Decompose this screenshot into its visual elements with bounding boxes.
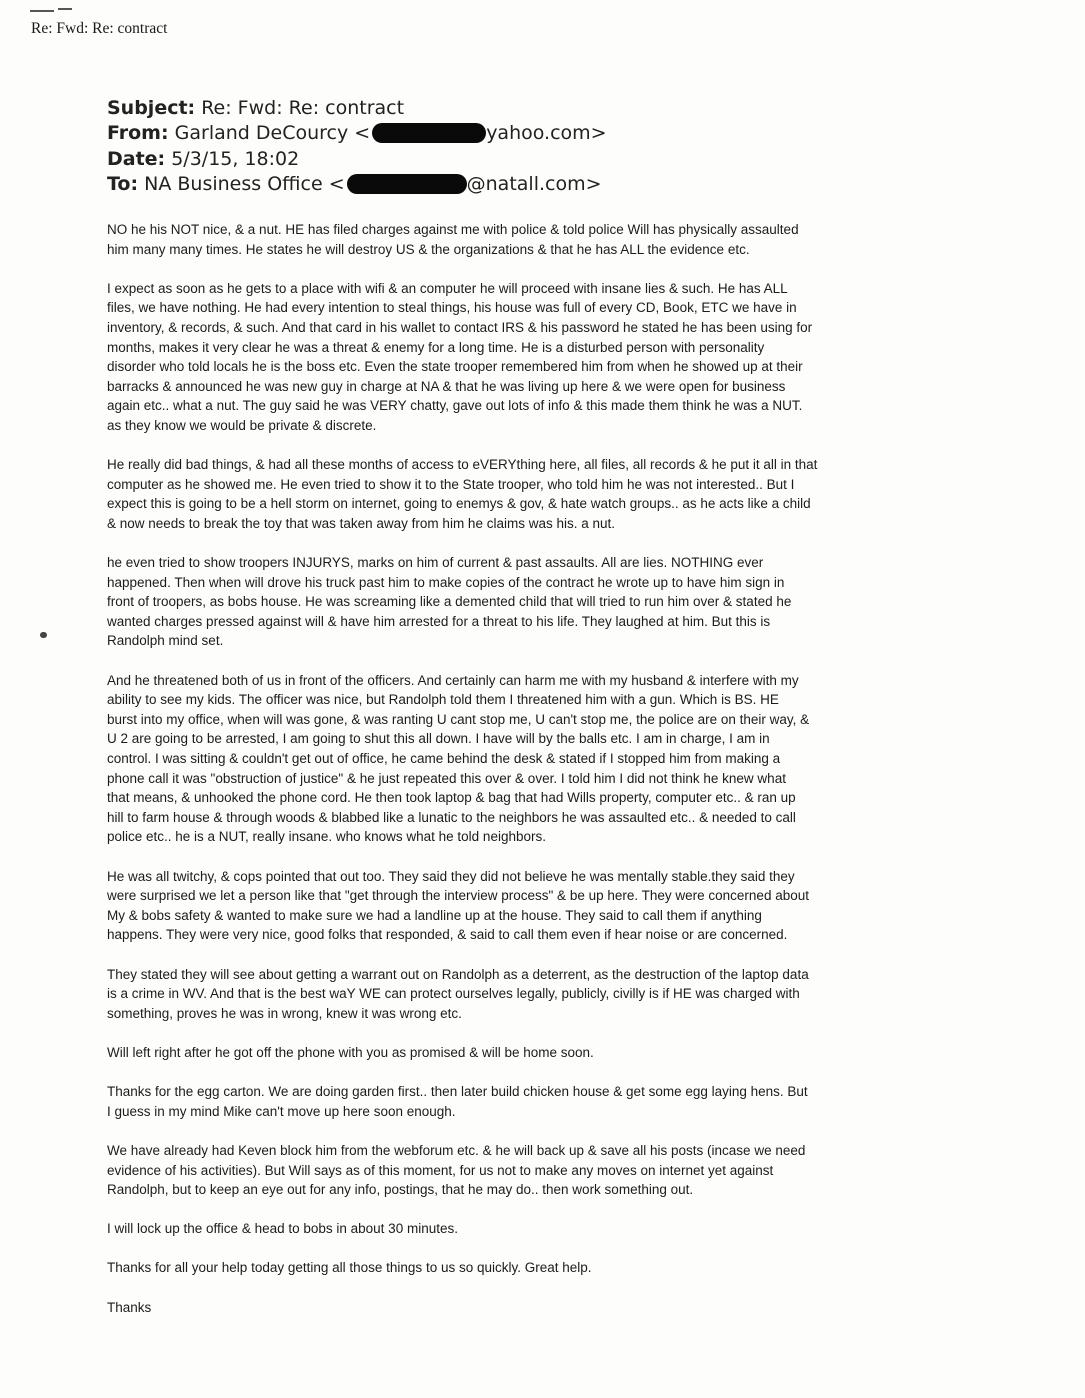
body-line: ability to see my kids. The officer was nice, but Randolph told them I threatened him with a gun. Which is BS. HE (107, 692, 779, 708)
date-row (107, 147, 607, 172)
body-paragraph (107, 455, 952, 533)
body-paragraph (107, 1082, 952, 1121)
body-line: were surprised we let a person like that "get through the interview process" & be up here. They were concerned about (107, 888, 809, 904)
to-domain: @natall.com> (466, 172, 602, 195)
body-line: he even tried to show troopers INJURYS, marks on him of current & past assaults. All are lies. NOTHING ever (107, 555, 764, 571)
body-paragraph (107, 279, 952, 436)
body-line: happens. They were very nice, good folks that responded, & said to call them even if hear noise or are concerned. (107, 927, 788, 943)
from-label: From: (107, 122, 169, 145)
body-line: files, we have nothing. He had every intention to steal things, his house was full of every CD, Book, ETC we have in (107, 300, 797, 316)
body-line: I will lock up the office & head to bobs in about 30 minutes. (107, 1221, 458, 1237)
print-header-title: Re: Fwd: Re: contract (31, 20, 168, 37)
body-line: computer as he showed me. He even tried to show it to the State trooper, who told him he was not interested.. But I (107, 476, 795, 492)
body-line: police etc.. he is a NUT, really insane. who knows what he told neighbors. (107, 829, 546, 845)
body-paragraph (107, 553, 952, 651)
from-domain: yahoo.com> (486, 122, 607, 145)
body-line: again etc.. what a nut. The guy said he was VERY chatty, gave out lots of info & this made them think he was a NUT. (107, 398, 803, 414)
body-line: He was all twitchy, & cops pointed that out too. They said they did not believe he was mentally stable.they said they (107, 868, 795, 884)
body-line: Will left right after he got off the phone with you as promised & will be home soon. (107, 1044, 594, 1060)
date-value: 5/3/15, 18:02 (171, 147, 300, 170)
redaction-bar (372, 123, 486, 143)
body-paragraph (107, 220, 952, 259)
body-line: is a crime in WV. And that is the best waY WE can protect ourselves legally, publicly, civilly is if HE was charged with (107, 986, 800, 1002)
to-row (107, 172, 607, 197)
body-line: Randolph, but to keep an eye out for any info, postings, that he may do.. then work something out. (107, 1182, 694, 1198)
body-paragraph (107, 1298, 952, 1318)
email-body (107, 220, 952, 1337)
body-line: front of troopers, as bobs house. He was screaming like a demented child that will tried to run him over & stated he (107, 594, 792, 610)
body-line: I guess in my mind Mike can't move up here soon enough. (107, 1103, 456, 1119)
subject-row (107, 96, 607, 121)
body-line: Thanks (107, 1299, 152, 1315)
body-line: He really did bad things, & had all these months of access to eVERYthing here, all files, all records & he put it all in that (107, 457, 818, 473)
body-line: happened. Then when will drove his truck past him to make copies of the contract he wrote up to have him sign in (107, 574, 785, 590)
body-line: wanted charges pressed against will & have him arrested for a threat to his life. They laughed at him. But this is (107, 613, 771, 629)
body-paragraph (107, 1219, 952, 1239)
body-line: NO he his NOT nice, & a nut. HE has filed charges against me with police & told police Will has physically assaulted (107, 222, 799, 237)
body-paragraph (107, 1141, 952, 1200)
body-line: And he threatened both of us in front of the officers. And certainly can harm me with my husband & interfere with my (107, 672, 799, 688)
body-line: & now needs to break the toy that was taken away from him he claims was his. a nut. (107, 515, 615, 531)
body-line: expect this is going to be a hell storm on internet, going to enemys & gov, & hate watch groups.. as he acts like a child (107, 496, 811, 512)
body-line: My & bobs safety & wanted to make sure we had a landline up at the house. They said to call them if anything (107, 907, 762, 923)
body-paragraph (107, 867, 952, 945)
body-line: Thanks for all your help today getting all those things to us so quickly. Great help. (107, 1260, 592, 1276)
body-line: months, makes it very clear he was a threat & enemy for a long time. He is a disturbed person with personality (107, 339, 765, 355)
body-paragraph (107, 1043, 952, 1063)
scan-artifact (40, 632, 47, 638)
body-line: U 2 are going to be arrested, I am going to shut this all down. I have will by the balls etc. I am in charge, I am in (107, 731, 770, 747)
body-line: evidence of his activities). But Will says as of this moment, for us not to make any moves on internet yet against (107, 1162, 774, 1178)
body-line: that means, & unhooked the phone cord. He then took laptop & bag that had Wills property, computer etc.. & ran up (107, 790, 796, 806)
from-name: Garland DeCourcy < (174, 122, 371, 145)
body-paragraph (107, 965, 952, 1024)
body-line: Thanks for the egg carton. We are doing garden first.. then later build chicken house & get some egg laying hens. But (107, 1084, 808, 1100)
subject-value: Re: Fwd: Re: contract (201, 97, 405, 119)
date-label: Date: (107, 147, 166, 170)
to-name: NA Business Office < (144, 172, 345, 195)
body-line: phone call it was "obstruction of justice" & he just repeated this over & over. I told him I did not think he knew what (107, 770, 786, 786)
body-line: inventory, & records, & such. And that card in his wallet to contact IRS & his password he stated he has been using for (107, 319, 813, 335)
body-line: hill to farm house & through woods & blabbed like a lunatic to the neighbors he was assaulted etc.. & needed to call (107, 809, 796, 825)
email-headers (107, 96, 607, 197)
to-label: To: (107, 172, 139, 195)
subject-label: Subject: (107, 97, 196, 119)
body-line: control. I was sitting & couldn't get out of office, he came behind the desk & stated if I stopped him from making a (107, 751, 781, 767)
redaction-bar (347, 174, 467, 194)
body-line: disorder who told locals he is the boss etc. Even the state trooper remembered him from when he showed up at their (107, 359, 803, 375)
body-line: him many many times. He states he will destroy US & the organizations & that he has ALL the evidence etc. (107, 241, 750, 257)
from-row (107, 121, 607, 146)
scan-artifact (30, 10, 54, 12)
body-line: They stated they will see about getting a warrant out on Randolph as a deterrent, as the destruction of the laptop data (107, 966, 809, 982)
body-line: something, proves he was in wrong, knew it was wrong etc. (107, 1005, 462, 1021)
body-line: as they know we would be private & discrete. (107, 417, 377, 433)
scan-artifact (58, 8, 72, 10)
body-line: burst into my office, when will was gone, & was ranting U cant stop me, U can't stop me, the police are on their way, & (107, 711, 810, 727)
body-line: We have already had Keven block him from the webforum etc. & he will back up & save all his posts (incase we need (107, 1142, 806, 1158)
body-paragraph (107, 671, 952, 847)
body-line: barracks & announced he was new guy in charge at NA & that he was living up here & we were open for business (107, 378, 786, 394)
body-line: I expect as soon as he gets to a place with wifi & an computer he will proceed with insane lies & such. He has ALL (107, 280, 788, 296)
body-paragraph (107, 1258, 952, 1278)
body-line: Randolph mind set. (107, 633, 224, 649)
